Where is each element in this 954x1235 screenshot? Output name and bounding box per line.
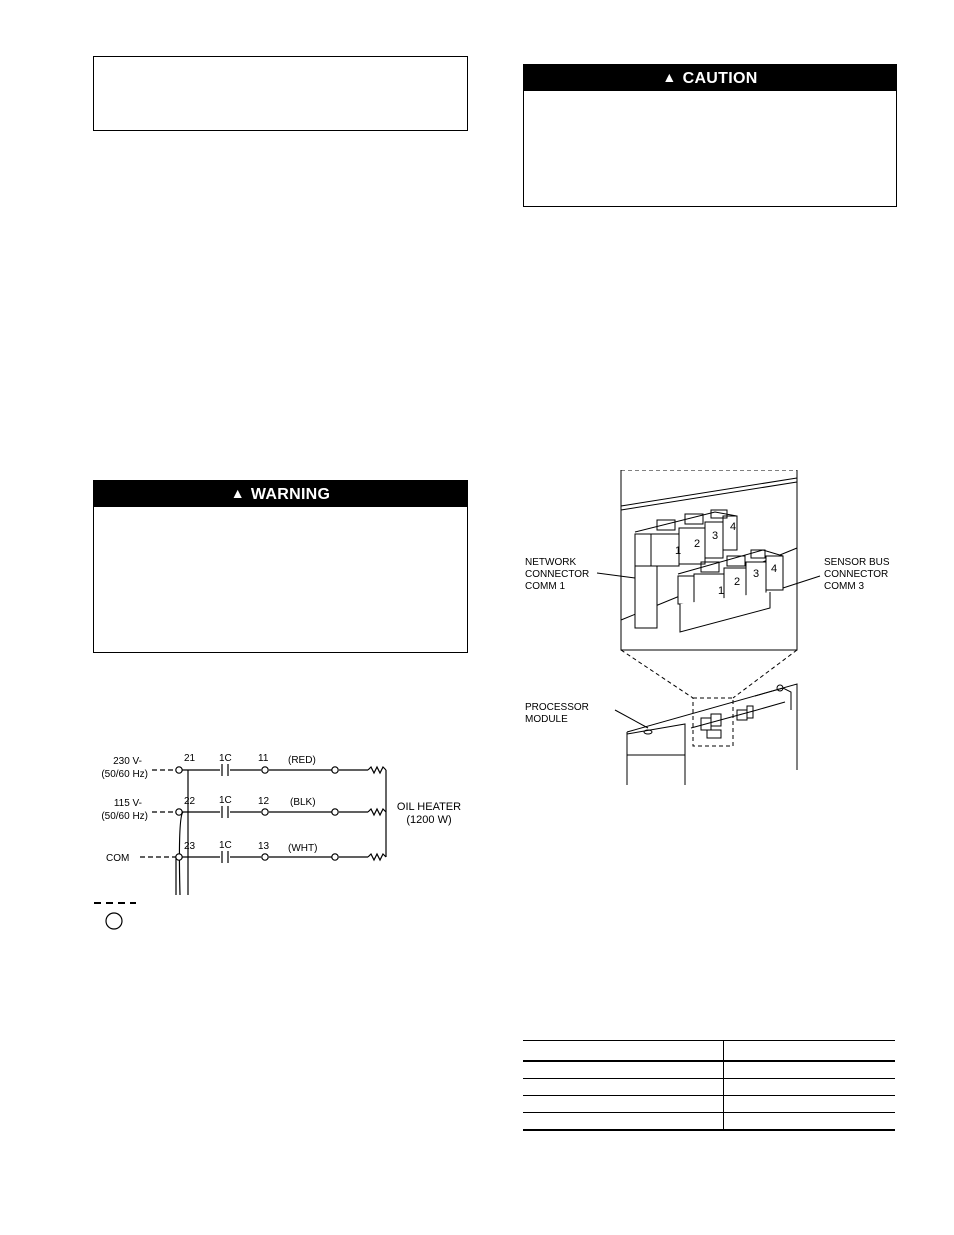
network-connector-label: NETWORK — [525, 557, 577, 568]
supply-230-label: 230 V- — [113, 756, 142, 767]
supply-115-label: 115 V- — [113, 798, 142, 809]
warning-header — [94, 481, 467, 507]
processor-connector-illustration — [515, 470, 905, 785]
pin-4-label: 4 — [729, 521, 737, 533]
table-row — [523, 1079, 895, 1096]
com-label: COM — [106, 853, 130, 864]
terminal-12-label: 12 — [258, 796, 270, 807]
warning-triangle-icon: ▲ — [230, 485, 245, 501]
wire-wht-label: (WHT) — [288, 843, 318, 854]
note-box — [93, 56, 468, 131]
caution-header — [524, 65, 896, 91]
sensor-bus-connector-label: SENSOR BUS — [824, 557, 890, 568]
terminal-13-label: 13 — [258, 841, 270, 852]
caution-box — [523, 64, 897, 207]
wire-blk-label: (BLK) — [290, 797, 316, 808]
empty-table — [523, 1040, 895, 1131]
oil-heater-label: OIL HEATER — [396, 801, 462, 813]
supply-230-hz-label: (50/60 Hz) — [101, 769, 148, 780]
supply-115-hz-label: (50/60 Hz) — [101, 811, 148, 822]
network-connector-label: COMM 1 — [525, 581, 565, 592]
pin-2-label: 2 — [693, 538, 701, 550]
processor-module-label: MODULE — [525, 714, 568, 725]
terminal-11-label: 11 — [258, 753, 269, 764]
caution-label: CAUTION — [682, 70, 758, 87]
warning-triangle-icon: ▲ — [662, 69, 677, 85]
table-row — [523, 1096, 895, 1113]
warning-label: WARNING — [250, 486, 331, 503]
terminal-23-label: 23 — [184, 841, 196, 852]
oil-heater-watts-label: (1200 W) — [406, 814, 452, 826]
contact-1c-label: 1C — [219, 753, 232, 764]
network-connector-label: CONNECTOR — [525, 569, 590, 580]
table-row — [523, 1062, 895, 1079]
table-header-row — [523, 1040, 895, 1062]
contact-1c-label: 1C — [219, 840, 232, 851]
table-row — [523, 1113, 895, 1131]
terminal-legend-circle — [106, 913, 122, 929]
pin-1-label: 1 — [674, 545, 682, 557]
wire-red-label: (RED) — [288, 755, 316, 766]
pin-1-label: 1 — [717, 585, 725, 597]
sensor-bus-connector-label: CONNECTOR — [824, 569, 889, 580]
pin-4-label: 4 — [770, 563, 778, 575]
oil-heater-wiring-diagram — [90, 745, 480, 935]
terminal-22-label: 22 — [184, 796, 196, 807]
sensor-bus-connector-label: COMM 3 — [824, 581, 864, 592]
terminal-21-label: 21 — [184, 753, 196, 764]
warning-box — [93, 480, 468, 653]
pin-3-label: 3 — [711, 530, 719, 542]
pin-2-label: 2 — [733, 576, 741, 588]
pin-3-label: 3 — [752, 568, 760, 580]
contact-1c-label: 1C — [219, 795, 232, 806]
processor-module-label: PROCESSOR — [525, 702, 589, 713]
